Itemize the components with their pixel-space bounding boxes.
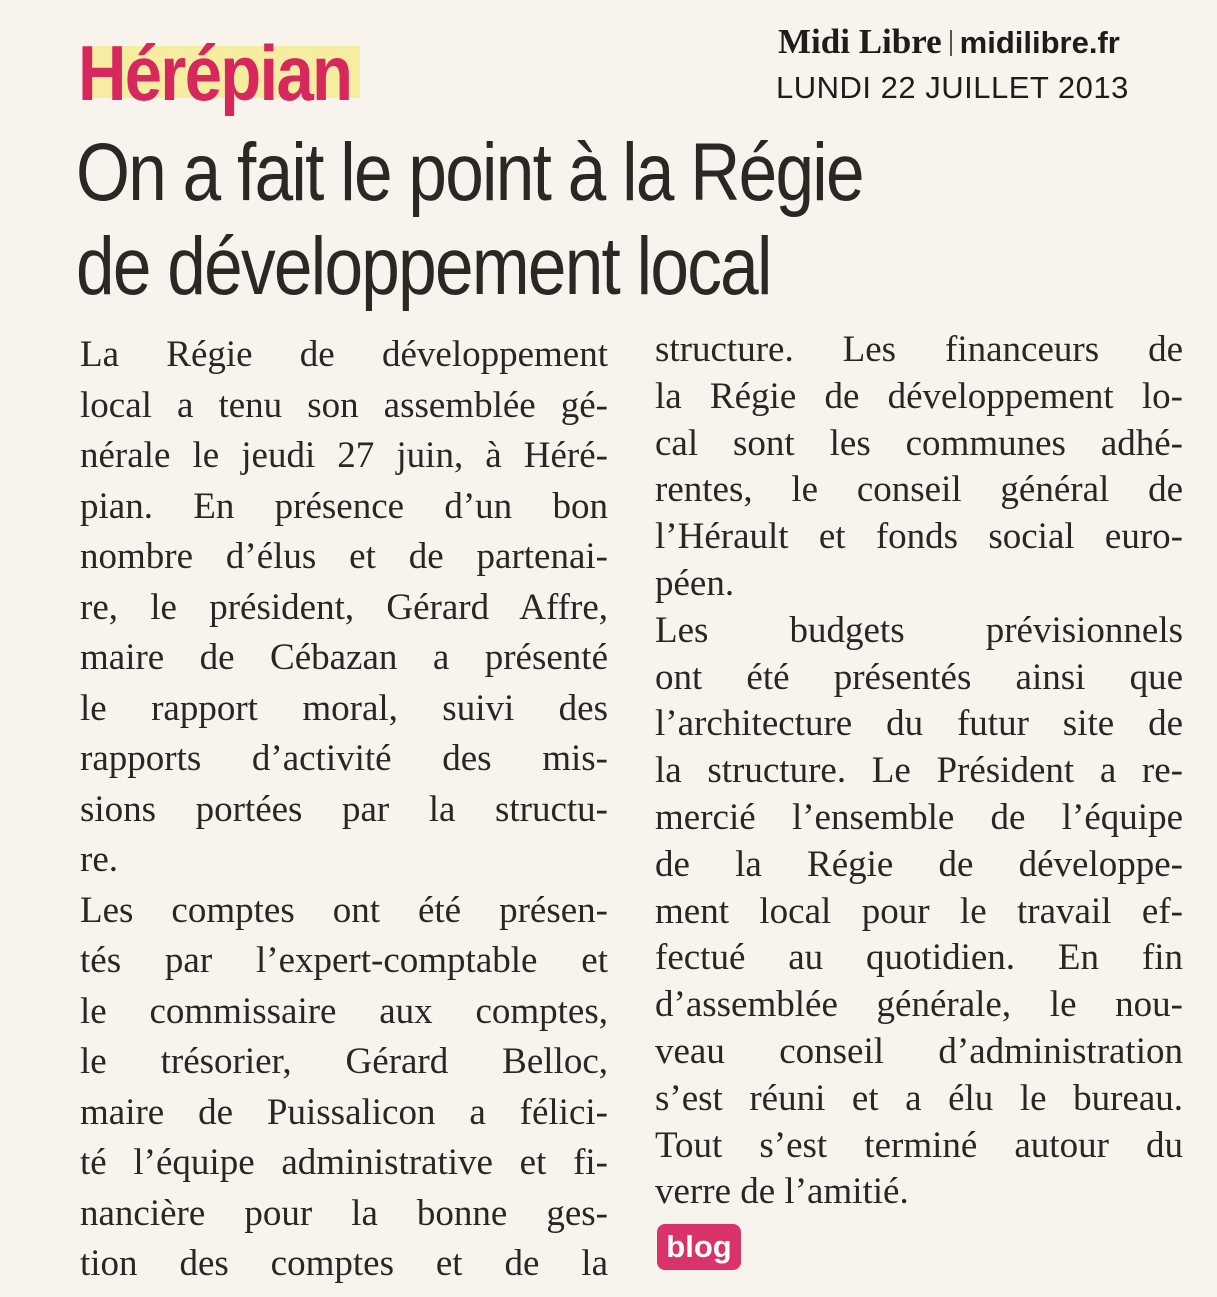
body-line: re, le président, Gérard Affre, (80, 586, 608, 628)
body-line: tés par l’expert-comptable et (80, 940, 608, 981)
body-line: le commissaire aux comptes, (80, 990, 608, 1032)
body-line: tion des comptes et de la (80, 1243, 608, 1284)
body-line: nérale le jeudi 27 juin, à Héré- (80, 435, 608, 476)
body-line: ont été présentés ainsi que (655, 656, 1183, 698)
body-line: té l’équipe administrative et fi- (80, 1142, 608, 1183)
article-column-right (655, 327, 1183, 1216)
body-line: l’architecture du futur site de (655, 703, 1183, 745)
body-line: fectué au quotidien. En fin (655, 937, 1183, 979)
body-line: l’Hérault et fonds social euro- (655, 516, 1183, 558)
body-line: mercié l’ensemble de l’équipe (655, 796, 1183, 838)
body-line: Les budgets prévisionnels (655, 609, 1183, 651)
masthead (778, 22, 1120, 69)
headline-line-1: On a fait le point à la Régie (76, 127, 863, 218)
article-column-left (80, 330, 608, 1290)
body-line: s’est réuni et a élu le bureau. (655, 1077, 1183, 1119)
body-line: ment local pour le travail ef- (655, 890, 1183, 932)
body-line: local a tenu son assemblée gé- (80, 384, 608, 426)
masthead-site: midilibre.fr (959, 25, 1120, 60)
masthead-separator (950, 30, 952, 56)
body-line: la structure. Le Président a re- (655, 750, 1183, 792)
body-line: veau conseil d’administration (655, 1030, 1183, 1072)
body-line: Tout s’est terminé autour du (655, 1124, 1183, 1166)
body-line: d’assemblée générale, le nou- (655, 984, 1183, 1026)
body-line: verre de l’amitié. (655, 1171, 909, 1213)
blog-badge: blog (657, 1224, 741, 1270)
body-line: le trésorier, Gérard Belloc, (80, 1041, 608, 1082)
body-line: rentes, le conseil général de (655, 469, 1183, 511)
body-line: nancière pour la bonne ges- (80, 1192, 608, 1234)
body-line: de la Régie de développe- (655, 843, 1183, 885)
dateline: LUNDI 22 JUILLET 2013 (776, 70, 1129, 105)
article-headline (76, 126, 863, 314)
body-line: structure. Les financeurs de (655, 329, 1183, 370)
headline-line-2: de développement local (76, 221, 771, 312)
body-line: cal sont les communes adhé- (655, 422, 1183, 464)
body-line: La Régie de développement (80, 334, 608, 375)
body-line: péen. (655, 562, 735, 604)
body-line: la Régie de développement lo- (655, 375, 1183, 417)
masthead-brand: Midi Libre (778, 22, 942, 61)
body-line: pian. En présence d’un bon (80, 485, 608, 527)
body-line: re. (80, 839, 118, 880)
body-line: le rapport moral, suivi des (80, 687, 608, 729)
body-line: nombre d’élus et de partenai- (80, 536, 608, 577)
body-line: sions portées par la structu- (80, 788, 608, 830)
body-line: maire de Puissalicon a félici- (80, 1091, 608, 1133)
body-line: rapports d’activité des mis- (80, 738, 608, 779)
body-line: maire de Cébazan a présenté (80, 637, 608, 678)
rubric-town-name: Hérépian (78, 29, 352, 117)
body-line: Les comptes ont été présen- (80, 889, 608, 931)
